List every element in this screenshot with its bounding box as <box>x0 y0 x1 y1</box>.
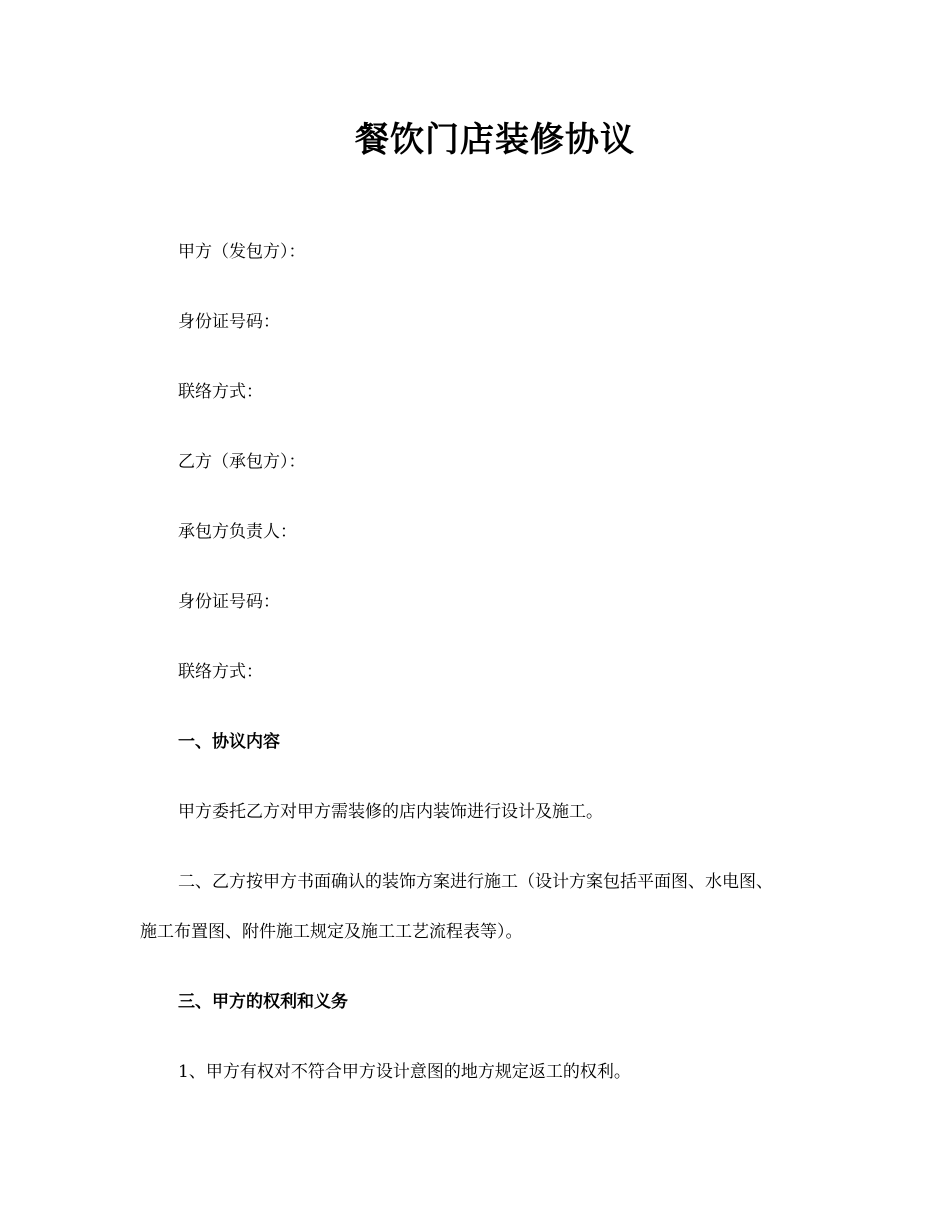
party-b-manager-label: 承包方负责人： <box>178 522 297 542</box>
party-b-id-label: 身份证号码： <box>178 592 280 612</box>
section-2-line-1: 二、乙方按甲方书面确认的装饰方案进行施工（设计方案包括平面图、水电图、 <box>178 872 773 892</box>
party-a-id-label: 身份证号码： <box>178 312 280 332</box>
party-a-contact-label: 联络方式： <box>178 382 263 402</box>
party-b-contact-label: 联络方式： <box>178 662 263 682</box>
section-1-text: 甲方委托乙方对甲方需装修的店内装饰进行设计及施工。 <box>178 802 603 822</box>
section-3-item-1: 1、甲方有权对不符合甲方设计意图的地方规定返工的权利。 <box>178 1062 631 1082</box>
document-title: 餐饮门店装修协议 <box>355 120 635 160</box>
section-2-line-2: 施工布置图、附件施工规定及施工工艺流程表等）。 <box>140 922 523 942</box>
party-b-label: 乙方（承包方）： <box>178 452 306 472</box>
party-a-label: 甲方（发包方）： <box>178 242 306 262</box>
section-1-heading: 一、协议内容 <box>178 732 280 752</box>
section-3-heading: 三、甲方的权利和义务 <box>178 992 348 1012</box>
